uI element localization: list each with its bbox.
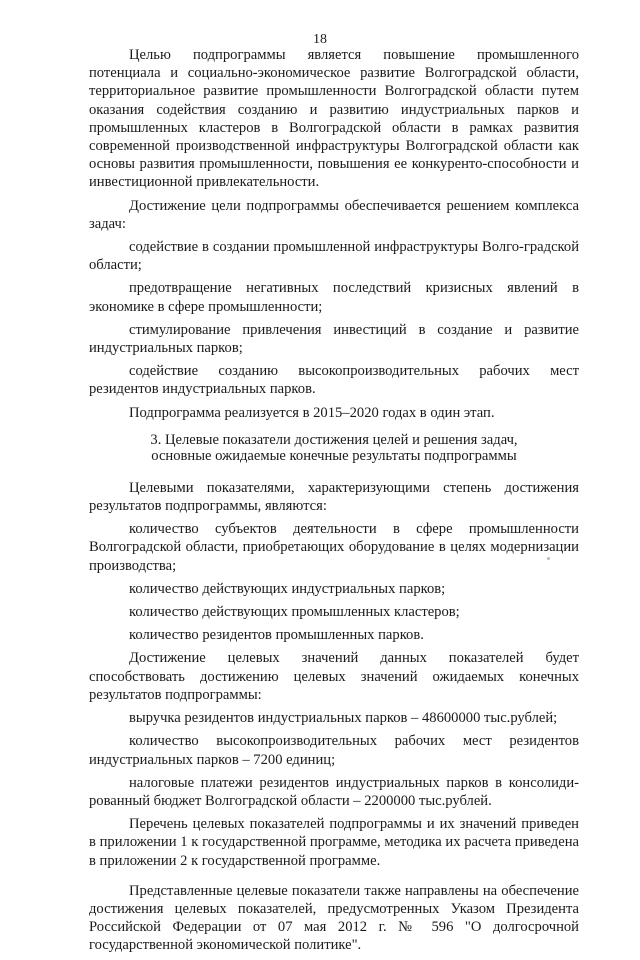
page-number: 18 — [313, 32, 327, 47]
result-item: количество высокопроизводительных рабочих мест резидентов индустриальных парков – 7200 единиц; — [89, 733, 579, 768]
indicator-item: количество субъектов деятельности в сфере промышленности Волгоградской области, приобретающих оборудование в целях модернизации производства; — [89, 521, 579, 574]
task-item: содействие созданию высокопроизводительных рабочих мест резидентов индустриальных парков. — [89, 363, 579, 398]
tasks-lead-paragraph: Достижение цели подпрограммы обеспечивается решением комплекса задач: — [89, 197, 579, 232]
section-heading-line-2: основные ожидаемые конечные результаты подпрограммы — [151, 447, 517, 464]
result-item: налоговые платежи резидентов индустриальных парков в консолиди-рованный бюджет Волгоградской области – 2200000 тыс.рублей. — [89, 774, 579, 809]
section-heading-line-1: 3. Целевые показатели достижения целей и решения задач, — [150, 431, 518, 448]
goal-paragraph: Целью подпрограммы является повышение промышленного потенциала и социально-экономическое развитие Волгоградской области, территориальное развитие промышленности Волгоградской области путем оказания содействия созданию и развитию индустриальных парков и промышленных кластеров в Волгоградской области в рамках развития современной производственной инфраструктуры Волгоградской области как основы развития промышленности, повышения ее конкуренто-способности и инвестиционной привлекательности. — [89, 47, 579, 191]
appendix-note-paragraph: Перечень целевых показателей подпрограммы и их значений приведен в приложении 1 к государственной программе, методика их расчета приведена в приложении 2 к государственной программе. — [89, 816, 579, 869]
section-heading — [89, 432, 579, 464]
result-item: выручка резидентов индустриальных парков – 48600000 тыс.рублей; — [129, 710, 558, 727]
task-item: содействие в создании промышленной инфраструктуры Волго-градской области; — [89, 239, 579, 274]
period-paragraph: Подпрограмма реализуется в 2015–2020 годах в один этап. — [129, 404, 495, 421]
scan-speck — [547, 557, 550, 560]
indicator-item: количество резидентов промышленных парков. — [129, 627, 424, 644]
results-lead-paragraph: Достижение целевых значений данных показателей будет способствовать достижению целевых значений ожидаемых конечных результатов подпрограммы: — [89, 650, 579, 703]
task-item: предотвращение негативных последствий кризисных явлений в экономике в сфере промышленности; — [89, 280, 579, 315]
document-body — [89, 46, 579, 960]
task-item: стимулирование привлечения инвестиций в создание и развитие индустриальных парков; — [89, 321, 579, 357]
indicators-lead-paragraph: Целевыми показателями, характеризующими степень достижения результатов подпрограммы, являются: — [89, 479, 579, 515]
indicator-item: количество действующих промышленных кластеров; — [129, 604, 460, 621]
indicator-item: количество действующих индустриальных парков; — [129, 580, 446, 597]
decree-note-paragraph: Представленные целевые показатели также направлены на обеспечение достижения целевых показателей, предусмотренных Указом Президента Российской Федерации от 07 мая 2012 г. № 596 "О долгосрочной государственной экономической политике". — [89, 882, 579, 954]
